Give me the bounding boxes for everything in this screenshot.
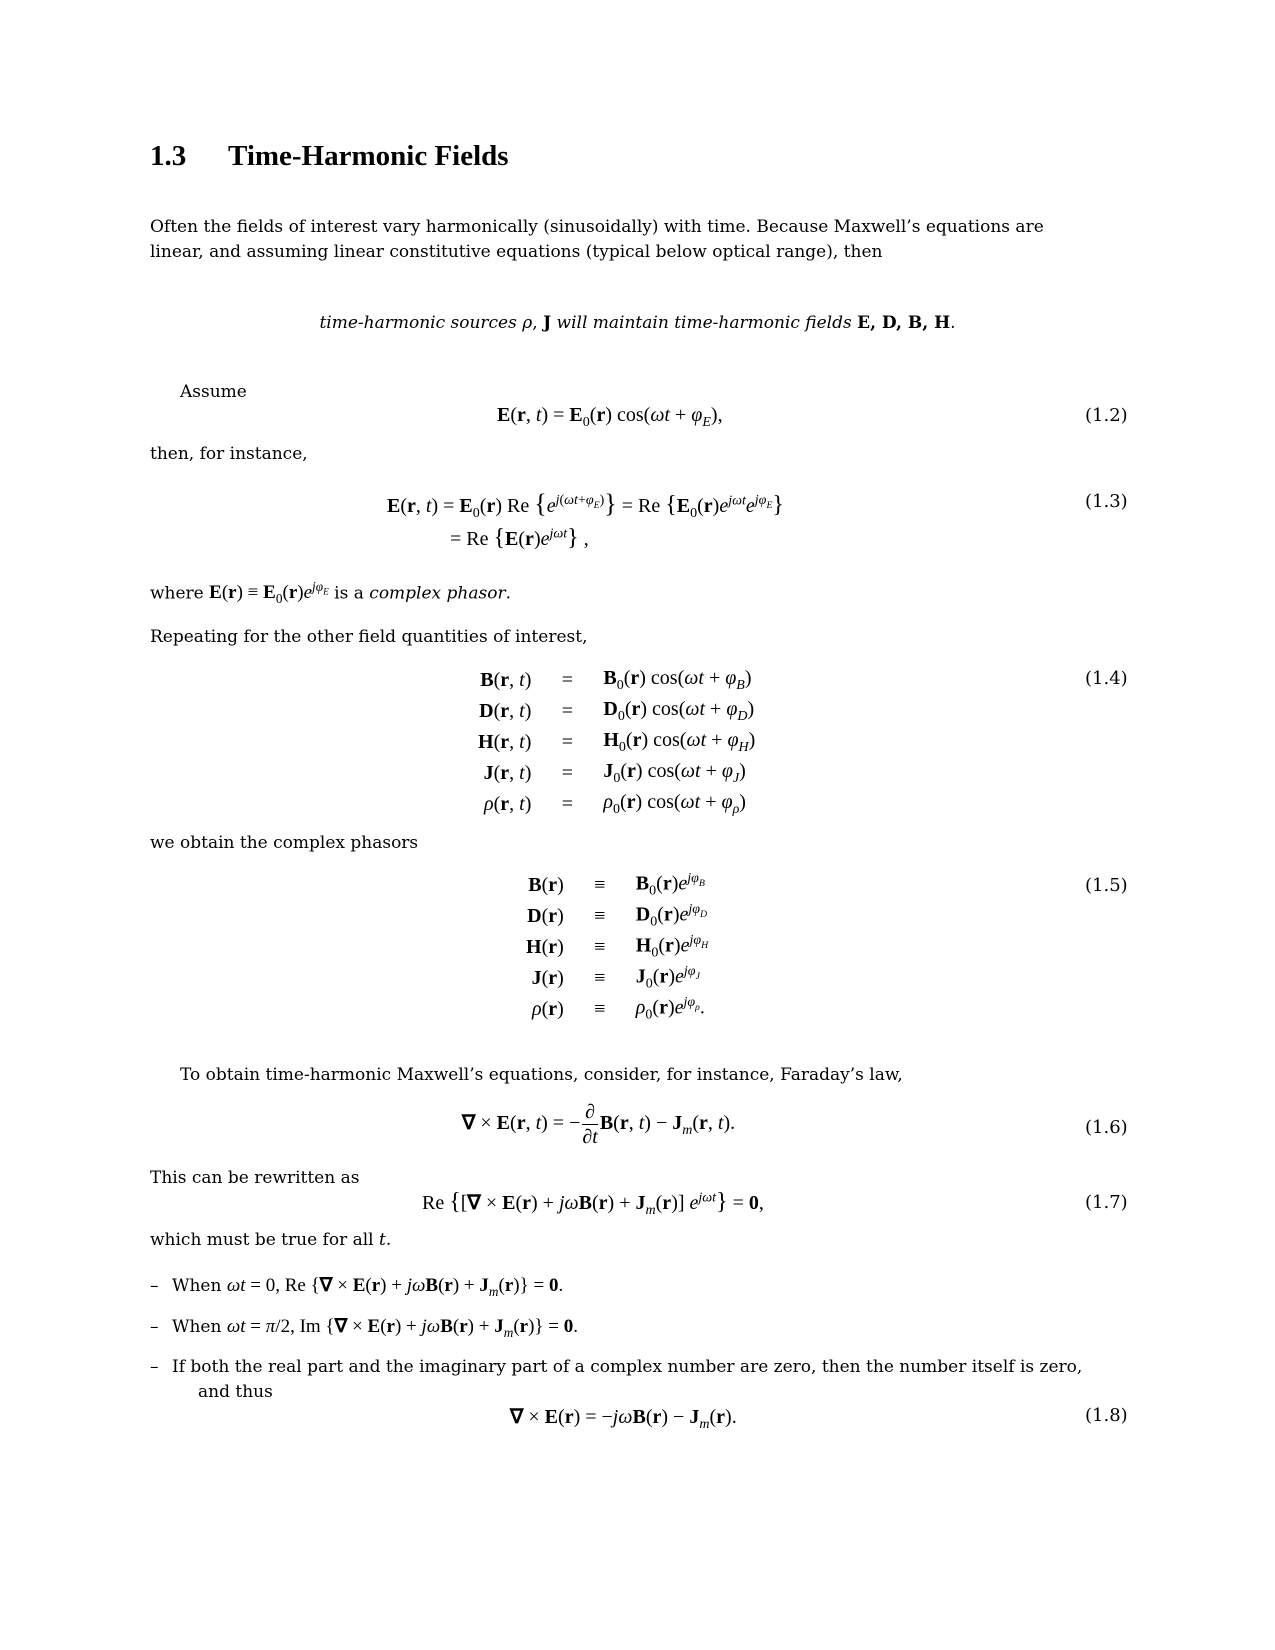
for-all-end: . — [385, 1230, 392, 1250]
phasor-definition: where $E(r) \equiv E_0(r)e^{j\varphi_E}$ is a complex phasor. — [150, 579, 512, 607]
where-end: . — [505, 583, 512, 604]
to-obtain-text: To obtain time-harmonic Maxwell’s equations, consider, for instance, Faraday’s law, — [180, 1065, 903, 1085]
bullet-1-prefix: When — [172, 1276, 227, 1296]
bullet-2-prefix: When — [172, 1317, 227, 1337]
equation-1-6: ∇ × E(r, t) = − $\frac{\partial}{\partial t}$ B(r, $t) - J_m(r$, t). — [462, 1101, 736, 1148]
statement-comma: , — [532, 313, 544, 333]
statement-part-2: will maintain time-harmonic fields — [551, 313, 858, 333]
bullet-3-line-1: – If both the real part and the imaginary part of a complex number are zero, then the number itself is zero, — [150, 1357, 1083, 1377]
equation-1-8: ∇ × $E(r) = -j\omega B(r) - J_m(r)$. — [510, 1406, 737, 1432]
statement-part-1: time-harmonic sources — [319, 313, 523, 333]
equation-1-5: B(r) ≡ $B_0(r)e^{j\varphi_B}$ D(r) ≡ $D_0(r)e^{j\varphi_D}$ H(r) ≡ $H_0(r)e^{j\varphi_H}$ J(r) ≡ $J_0(r)e^{j\varphi_J}$ ρ(r) ≡ $\rho_0(r)e^{j\varphi_\rho}$. — [526, 871, 709, 1023]
equation-number-1-4: (1.4) — [1085, 668, 1128, 689]
for-all-prefix: which must be true for all — [150, 1230, 380, 1250]
intro-line-1: Often the fields of interest vary harmonically (sinusoidally) with time. Because Maxwell’s equations are — [150, 217, 1044, 237]
statement — [0, 311, 1275, 336]
where-prefix: where — [150, 583, 210, 604]
for-all-var: t — [379, 1230, 386, 1250]
bullet-3-text: If both the real part and the imaginary part of a complex number are zero, then the number itself is zero, — [172, 1357, 1083, 1377]
for-instance-text: then, for instance, — [150, 444, 308, 464]
section-title: Time-Harmonic Fields — [228, 140, 509, 172]
equation-number-1-6: (1.6) — [1085, 1117, 1128, 1138]
equation-1-4: B(r, t) = $B_0(r) \cos(\omega t + \varphi_B)$ D(r, t) = $D_0(r) \cos(\omega t + \varphi_D)$ H(r, t) = $H_0(r) \cos(\omega t + \varphi_H)$ J(r, t) = $J_0(r) \cos(\omega t + \varphi_J)$ ρ(r, t) = $\rho_0(r) \cos(\omega t + \varphi_\rho)$ — [478, 667, 756, 817]
statement-rho: ρ — [522, 313, 533, 333]
rewritten-text: This can be rewritten as — [150, 1168, 360, 1188]
complex-phasor-term: complex phasor — [369, 583, 506, 604]
assume-text: Assume — [180, 382, 247, 402]
statement-end: . — [950, 313, 956, 333]
repeating-text: Repeating for the other field quantities of interest, — [150, 627, 588, 647]
equation-1-3-line-1: E(r, $t) = E_0(r)$ Re $\{e^{j(\omega t+\varphi_E)}\} = Re$ $\{E_0(r)e^{j\omega t}e^{j\varphi_E}\}$ — [387, 489, 784, 521]
for-all-t-text — [150, 1228, 391, 1253]
bullet-3-line-2: and thus — [198, 1382, 273, 1402]
obtain-text: we obtain the complex phasors — [150, 833, 419, 853]
equation-number-1-7: (1.7) — [1085, 1192, 1128, 1213]
equation-1-7: Re {[∇ × $E(r) + j\omega B(r) + J_m(r)$] $e^{j\omega t}\} = 0$, — [422, 1189, 764, 1218]
equation-number-1-2: (1.2) — [1085, 405, 1128, 426]
statement-j: J — [543, 313, 552, 333]
equation-1-3-line-2: = Re $\{E(r)e^{j\omega t}\}$ , — [450, 525, 589, 551]
intro-line-2: linear, and assuming linear constitutive equations (typical below optical range), then — [150, 242, 883, 262]
equation-number-1-3: (1.3) — [1085, 491, 1128, 512]
section-number: 1.3 — [150, 140, 187, 172]
equation-number-1-8: (1.8) — [1085, 1405, 1128, 1426]
equation-number-1-5: (1.5) — [1085, 875, 1128, 896]
statement-fields: E, D, B, H — [857, 313, 951, 333]
bullet-1: – When ωt = 0, Re {∇ × $E(r) + j\omega B(r) + J_m(r)\} = 0$. — [150, 1275, 564, 1299]
bullet-2: – When ωt = π/2, Im {∇ × $E(r) + j\omega B(r) + J_m(r)\} = 0$. — [150, 1316, 578, 1340]
equation-1-2: E(r, $t) = E_0(r) \cos(\omega t + \varphi_E)$, — [497, 404, 723, 430]
section-heading — [150, 140, 509, 173]
where-suffix: is a — [328, 583, 370, 604]
